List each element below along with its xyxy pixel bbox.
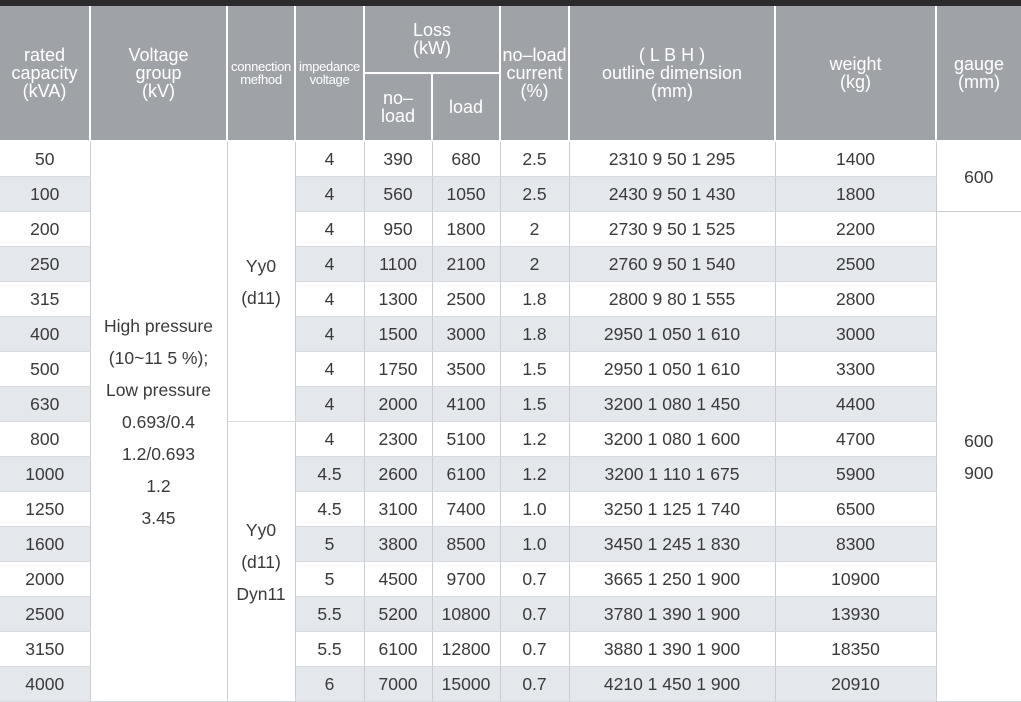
cell-capacity: 3150 (0, 632, 90, 667)
gauge-line: 600 (937, 161, 1021, 193)
cell-dimension: 2950 1 050 1 610 (569, 352, 775, 387)
voltage-group-line: 1.2/0.693 (91, 438, 227, 470)
header-impedance-voltage: impedance voltage (295, 6, 364, 141)
cell-load-loss: 2500 (432, 282, 500, 317)
cell-voltage-group (90, 141, 227, 702)
cell-load-loss: 7400 (432, 492, 500, 527)
cell-load-loss: 2100 (432, 247, 500, 282)
cell-dimension: 2800 9 80 1 555 (569, 282, 775, 317)
header-outline-dimension: ( L B H ) outline dimension (mm) (569, 6, 775, 141)
cell-weight: 10900 (775, 562, 936, 597)
cell-capacity: 1000 (0, 457, 90, 492)
connection-method-line: Yy0 (228, 250, 295, 282)
header-loss-no-load: no– load (364, 73, 432, 141)
voltage-group-line: 0.693/0.4 (91, 406, 227, 438)
connection-method-line: (d11) (228, 282, 295, 314)
cell-gauge (936, 141, 1021, 212)
cell-load-loss: 6100 (432, 457, 500, 492)
cell-impedance: 4.5 (295, 492, 364, 527)
cell-impedance: 5 (295, 527, 364, 562)
cell-load-loss: 3500 (432, 352, 500, 387)
cell-capacity: 2000 (0, 562, 90, 597)
cell-capacity: 315 (0, 282, 90, 317)
cell-no-load-current: 1.0 (500, 527, 569, 562)
cell-weight: 6500 (775, 492, 936, 527)
cell-load-loss: 1800 (432, 212, 500, 247)
cell-dimension: 3665 1 250 1 900 (569, 562, 775, 597)
cell-no-load-current: 0.7 (500, 667, 569, 702)
cell-no-load-current: 2.5 (500, 177, 569, 212)
cell-no-load-loss: 1100 (364, 247, 432, 282)
header-loss-load: load (432, 73, 500, 141)
cell-dimension: 3880 1 390 1 900 (569, 632, 775, 667)
cell-weight: 3300 (775, 352, 936, 387)
cell-load-loss: 12800 (432, 632, 500, 667)
voltage-group-line: 1.2 (91, 470, 227, 502)
cell-dimension: 2730 9 50 1 525 (569, 212, 775, 247)
header-gauge: gauge (mm) (936, 6, 1021, 141)
cell-impedance: 4 (295, 352, 364, 387)
cell-impedance: 6 (295, 667, 364, 702)
cell-weight: 2200 (775, 212, 936, 247)
header-no-load-current: no–load current (%) (500, 6, 569, 141)
cell-impedance: 5.5 (295, 632, 364, 667)
cell-impedance: 5 (295, 562, 364, 597)
cell-load-loss: 680 (432, 141, 500, 177)
cell-capacity: 200 (0, 212, 90, 247)
cell-no-load-current: 1.8 (500, 317, 569, 352)
connection-method-line: Dyn11 (228, 578, 295, 610)
cell-no-load-loss: 2000 (364, 387, 432, 422)
cell-impedance: 5.5 (295, 597, 364, 632)
cell-no-load-current: 0.7 (500, 632, 569, 667)
cell-weight: 8300 (775, 527, 936, 562)
cell-load-loss: 3000 (432, 317, 500, 352)
cell-impedance: 4.5 (295, 457, 364, 492)
cell-no-load-loss: 950 (364, 212, 432, 247)
cell-weight: 1400 (775, 141, 936, 177)
cell-dimension: 2950 1 050 1 610 (569, 317, 775, 352)
cell-no-load-loss: 5200 (364, 597, 432, 632)
cell-no-load-loss: 1750 (364, 352, 432, 387)
cell-weight: 3000 (775, 317, 936, 352)
voltage-group-line: (10~11 5 %); (91, 342, 227, 374)
cell-no-load-current: 1.5 (500, 387, 569, 422)
cell-weight: 2800 (775, 282, 936, 317)
header-loss: Loss (kW) (364, 6, 500, 73)
cell-capacity: 1250 (0, 492, 90, 527)
header-voltage-group: Voltage group (kV) (90, 6, 227, 141)
cell-dimension: 3250 1 125 1 740 (569, 492, 775, 527)
connection-method-line: (d11) (228, 546, 295, 578)
cell-dimension: 2430 9 50 1 430 (569, 177, 775, 212)
table-body (0, 141, 1021, 702)
cell-dimension: 3200 1 110 1 675 (569, 457, 775, 492)
header-connection-method: connection mefhod (227, 6, 295, 141)
connection-method-line: Yy0 (228, 514, 295, 546)
cell-no-load-loss: 7000 (364, 667, 432, 702)
header-rated-capacity: rated capacity (kVA) (0, 6, 90, 141)
cell-dimension: 3200 1 080 1 450 (569, 387, 775, 422)
cell-connection-method (227, 422, 295, 702)
voltage-group-line: High pressure (91, 310, 227, 342)
cell-no-load-loss: 6100 (364, 632, 432, 667)
cell-impedance: 4 (295, 422, 364, 457)
cell-no-load-loss: 560 (364, 177, 432, 212)
cell-no-load-current: 1.0 (500, 492, 569, 527)
cell-impedance: 4 (295, 387, 364, 422)
cell-capacity: 50 (0, 141, 90, 177)
cell-no-load-current: 1.5 (500, 352, 569, 387)
cell-impedance: 4 (295, 247, 364, 282)
cell-impedance: 4 (295, 141, 364, 177)
cell-no-load-loss: 3100 (364, 492, 432, 527)
cell-dimension: 3780 1 390 1 900 (569, 597, 775, 632)
cell-no-load-loss: 1500 (364, 317, 432, 352)
cell-weight: 4700 (775, 422, 936, 457)
cell-weight: 13930 (775, 597, 936, 632)
cell-no-load-loss: 3800 (364, 527, 432, 562)
cell-capacity: 2500 (0, 597, 90, 632)
transformer-spec-table (0, 6, 1021, 702)
gauge-line: 600 (937, 425, 1021, 457)
cell-load-loss: 10800 (432, 597, 500, 632)
cell-dimension: 2760 9 50 1 540 (569, 247, 775, 282)
cell-no-load-current: 2 (500, 212, 569, 247)
cell-no-load-current: 2.5 (500, 141, 569, 177)
cell-capacity: 250 (0, 247, 90, 282)
cell-dimension: 2310 9 50 1 295 (569, 141, 775, 177)
cell-weight: 18350 (775, 632, 936, 667)
cell-impedance: 4 (295, 282, 364, 317)
cell-load-loss: 5100 (432, 422, 500, 457)
cell-dimension: 3450 1 245 1 830 (569, 527, 775, 562)
cell-no-load-current: 1.8 (500, 282, 569, 317)
cell-no-load-loss: 4500 (364, 562, 432, 597)
cell-impedance: 4 (295, 317, 364, 352)
cell-weight: 5900 (775, 457, 936, 492)
cell-no-load-current: 1.2 (500, 457, 569, 492)
cell-capacity: 100 (0, 177, 90, 212)
cell-no-load-current: 1.2 (500, 422, 569, 457)
cell-capacity: 800 (0, 422, 90, 457)
cell-weight: 20910 (775, 667, 936, 702)
cell-capacity: 1600 (0, 527, 90, 562)
voltage-group-line: Low pressure (91, 374, 227, 406)
cell-gauge (936, 212, 1021, 702)
cell-dimension: 4210 1 450 1 900 (569, 667, 775, 702)
gauge-line: 900 (937, 457, 1021, 489)
cell-impedance: 4 (295, 212, 364, 247)
cell-capacity: 4000 (0, 667, 90, 702)
cell-load-loss: 4100 (432, 387, 500, 422)
cell-load-loss: 15000 (432, 667, 500, 702)
cell-load-loss: 1050 (432, 177, 500, 212)
cell-no-load-loss: 2600 (364, 457, 432, 492)
cell-connection-method (227, 141, 295, 422)
cell-load-loss: 9700 (432, 562, 500, 597)
cell-no-load-loss: 390 (364, 141, 432, 177)
table-row (0, 141, 1021, 177)
cell-weight: 4400 (775, 387, 936, 422)
cell-no-load-current: 2 (500, 247, 569, 282)
cell-no-load-loss: 1300 (364, 282, 432, 317)
cell-no-load-loss: 2300 (364, 422, 432, 457)
voltage-group-line: 3.45 (91, 502, 227, 534)
cell-dimension: 3200 1 080 1 600 (569, 422, 775, 457)
cell-no-load-current: 0.7 (500, 562, 569, 597)
header-weight: weight (kg) (775, 6, 936, 141)
cell-weight: 2500 (775, 247, 936, 282)
cell-capacity: 630 (0, 387, 90, 422)
cell-load-loss: 8500 (432, 527, 500, 562)
cell-no-load-current: 0.7 (500, 597, 569, 632)
cell-weight: 1800 (775, 177, 936, 212)
cell-capacity: 400 (0, 317, 90, 352)
cell-impedance: 4 (295, 177, 364, 212)
cell-capacity: 500 (0, 352, 90, 387)
